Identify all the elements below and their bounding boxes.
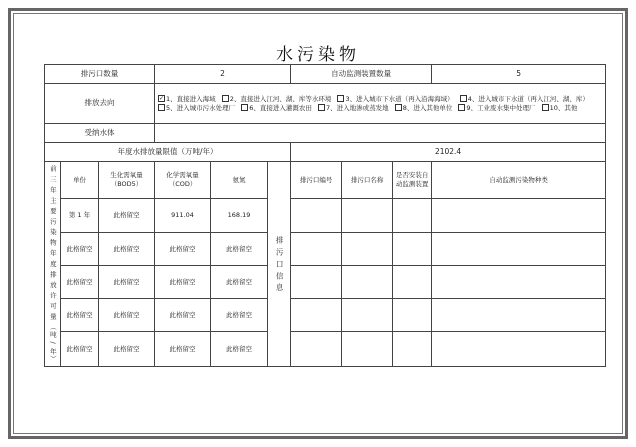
outlet-no-cell[interactable] [291, 266, 342, 299]
outlet-name-cell[interactable] [342, 233, 393, 266]
row-ammonia[interactable]: 168.19 [211, 199, 268, 233]
checkbox-icon[interactable] [318, 104, 325, 111]
col-outlet-name-header: 排污口名称 [342, 162, 393, 199]
row-cod[interactable]: 911.04 [155, 199, 211, 233]
col-unit-header: 单份 [61, 162, 99, 199]
row-bod5: 此格留空 [99, 299, 155, 332]
checkbox-icon[interactable] [458, 104, 465, 111]
discharge-dest-label: 排放去向 [45, 84, 155, 124]
row-ammonia: 此格留空 [211, 233, 268, 266]
discharge-option[interactable] [157, 104, 235, 112]
col-monitor-items-header: 自动监测污染物种类 [432, 162, 606, 199]
outlet-no-cell[interactable] [291, 233, 342, 266]
annual-limit-label: 年度水排放量限值（万吨/年） [45, 143, 291, 162]
outlet-name-cell[interactable] [342, 199, 393, 233]
discharge-option[interactable] [457, 104, 535, 112]
col-has-monitor-header: 是否安装自动监测装置 [393, 162, 432, 199]
discharge-option[interactable] [459, 95, 589, 103]
outlet-no-cell[interactable] [291, 299, 342, 332]
checkbox-icon[interactable]: ✓ [159, 95, 165, 103]
monitor-items-cell[interactable] [432, 332, 606, 367]
row-unit: 此格留空 [61, 233, 99, 266]
outlet-count-value[interactable]: 2 [155, 65, 291, 84]
page-title: 水污染物 [276, 45, 360, 65]
discharge-option-label: 6、直接进入灌溉农田 [249, 103, 312, 112]
row-unit: 此格留空 [61, 266, 99, 299]
discharge-option[interactable] [157, 95, 216, 103]
checkbox-icon[interactable] [158, 104, 165, 111]
row-cod: 此格留空 [155, 332, 211, 367]
outlet-name-cell[interactable] [342, 299, 393, 332]
monitor-items-cell[interactable] [432, 233, 606, 266]
discharge-option-label: 7、进入地渗或蒸发地 [325, 103, 389, 112]
discharge-option-label: 10、其他 [549, 103, 578, 112]
col-bod5-header: 生化需氧量（BOD5） [99, 162, 155, 199]
discharge-option-label: 5、进入城市污水处理厂 [166, 103, 236, 112]
monitor-count-label: 自动监测装置数量 [291, 65, 432, 84]
discharge-option[interactable] [317, 104, 389, 112]
row-ammonia: 此格留空 [211, 266, 268, 299]
has-monitor-cell[interactable] [393, 266, 432, 299]
has-monitor-cell[interactable] [393, 299, 432, 332]
discharge-option-label: 4、进入城市下水道（再入江河、湖、库） [467, 94, 589, 103]
discharge-option[interactable] [221, 95, 332, 103]
monitor-items-cell[interactable] [432, 299, 606, 332]
discharge-option-label: 3、进入城市下水道（再入沿海海域） [345, 94, 454, 103]
row-cod: 此格留空 [155, 299, 211, 332]
has-monitor-cell[interactable] [393, 332, 432, 367]
discharge-option[interactable] [336, 95, 453, 103]
row-bod5: 此格留空 [99, 266, 155, 299]
row-cod: 此格留空 [155, 233, 211, 266]
annual-permit-side-label: 前 三 年 主 要 污 染 物 年 度 排 放 许 可 量 （吨 / 年） [45, 162, 61, 367]
row-ammonia: 此格留空 [211, 299, 268, 332]
discharge-option-label: 2、直接进入江河、湖、库等水环境 [229, 94, 332, 103]
discharge-option[interactable] [394, 104, 453, 112]
col-ammonia-header: 氨氮 [211, 162, 268, 199]
row-cod: 此格留空 [155, 266, 211, 299]
row-bod5: 此格留空 [99, 199, 155, 233]
col-cod-header: 化学需氧量（COD） [155, 162, 211, 199]
outlet-no-cell[interactable] [291, 199, 342, 233]
monitor-count-value[interactable]: 5 [432, 65, 606, 84]
checkbox-icon[interactable] [222, 95, 229, 102]
checkbox-icon[interactable] [337, 95, 344, 102]
row-ammonia: 此格留空 [211, 332, 268, 367]
outlet-no-cell[interactable] [291, 332, 342, 367]
receiving-water-label: 受纳水体 [45, 124, 155, 143]
discharge-option[interactable] [240, 104, 312, 112]
water-pollutant-table [44, 64, 606, 367]
outlet-count-label: 排污口数量 [45, 65, 155, 84]
row-bod5: 此格留空 [99, 233, 155, 266]
row-unit: 此格留空 [61, 299, 99, 332]
checkbox-icon[interactable] [395, 104, 402, 111]
discharge-option-label: 8、进入其他单位 [402, 103, 453, 112]
discharge-option-label: 9、工业废水集中处理厂 [466, 103, 536, 112]
outlet-info-side-label: 排 污 口 信 息 [268, 162, 291, 367]
has-monitor-cell[interactable] [393, 233, 432, 266]
discharge-options [155, 84, 606, 124]
row-bod5: 此格留空 [99, 332, 155, 367]
annual-limit-value[interactable]: 2102.4 [291, 143, 606, 162]
monitor-items-cell[interactable] [432, 266, 606, 299]
discharge-option[interactable] [541, 104, 578, 112]
monitor-items-cell[interactable] [432, 199, 606, 233]
col-outlet-no-header: 排污口编号 [291, 162, 342, 199]
checkbox-icon[interactable] [241, 104, 248, 111]
outlet-name-cell[interactable] [342, 332, 393, 367]
checkbox-icon[interactable] [460, 95, 467, 102]
outlet-name-cell[interactable] [342, 266, 393, 299]
discharge-option-label: 1、直接进入海域 [166, 94, 216, 103]
row-unit: 第 1 年 [61, 199, 99, 233]
row-unit: 此格留空 [61, 332, 99, 367]
checkbox-icon[interactable] [542, 104, 549, 111]
has-monitor-cell[interactable] [393, 199, 432, 233]
receiving-water-value[interactable] [155, 124, 606, 143]
